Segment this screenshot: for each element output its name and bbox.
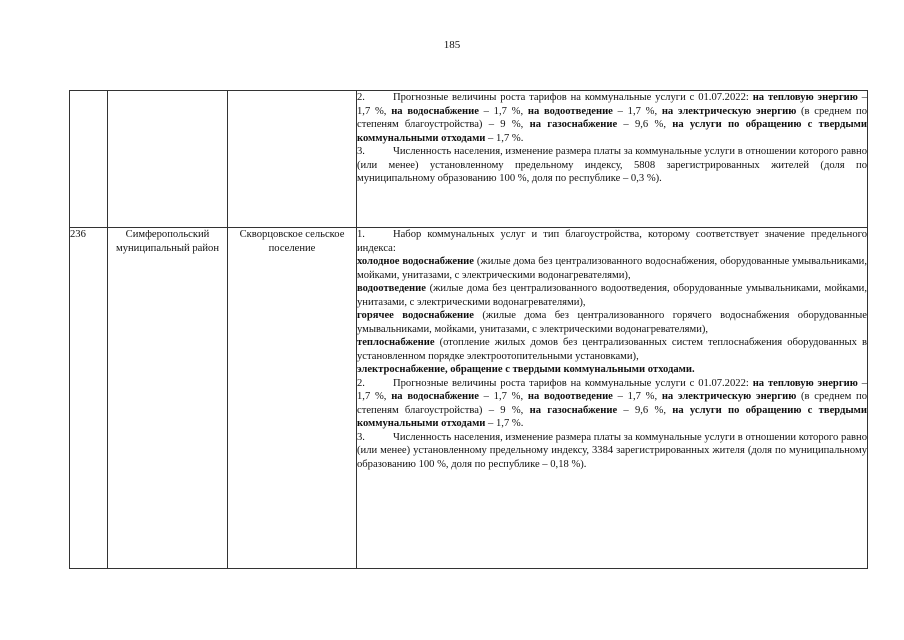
description-paragraph xyxy=(357,228,867,255)
text-run: на водоотведение xyxy=(527,105,613,117)
description-paragraph xyxy=(357,145,867,186)
text-run: (жилые дома без централизованного водоотведения, оборудованные умывальниками, мойками, унитазами, с электрическими водонагревателями), xyxy=(357,283,867,308)
settlement-name xyxy=(228,91,357,228)
text-run: 3. xyxy=(357,431,365,443)
text-run: на водоотведение xyxy=(527,391,613,402)
text-run: электроснабжение, обращение с твердыми коммунальными отходами. xyxy=(357,364,695,375)
text-run: на электрическую энергию xyxy=(661,391,797,402)
text-run: – 1,7 %, xyxy=(612,105,662,117)
text-run: – 1,7 %, xyxy=(357,377,867,402)
text-run: 2. xyxy=(357,377,365,389)
description-paragraph xyxy=(357,377,867,431)
text-run: 1. xyxy=(357,229,365,240)
text-run: 2. xyxy=(357,92,365,103)
description-paragraph xyxy=(357,282,867,309)
settlement-name: Скворцовское сельское поселение xyxy=(228,228,357,569)
text-run: – 1,7 %, xyxy=(478,391,528,402)
text-run: на услуги по обращению с твердыми коммунальными отходами xyxy=(357,119,867,144)
row-number xyxy=(70,91,108,228)
text-run: Численность населения, изменение размера платы за коммунальные услуги в отношении которого равно (или менее) установленному предельному индексу, 5808 зарегистрированных жителей (доля по муниципальному образованию 100 %, доля по республике – 0,3 %). xyxy=(357,146,867,184)
text-run: (жилые дома без централизованного водоснабжения, оборудованные умывальниками, мойками, унитазами, с электрическими водонагревателями), xyxy=(357,256,867,281)
text-run: холодное водоснабжение xyxy=(357,256,474,267)
text-run: – 9,6 %, xyxy=(617,404,673,416)
description-cell xyxy=(357,91,868,228)
table-row xyxy=(70,91,868,228)
text-run: на услуги по обращению с твердыми коммунальными отходами xyxy=(357,404,867,429)
text-run: 3. xyxy=(357,146,365,157)
text-run: на тепловую энергию xyxy=(752,377,858,389)
text-run: (жилые дома без централизованного горячего водоснабжения оборудованные умывальниками, мойками, унитазами, с электрическими водонагревателями), xyxy=(357,310,867,335)
description-paragraph xyxy=(357,336,867,363)
page-number: 185 xyxy=(443,39,461,51)
text-run: – 1,7 %. xyxy=(485,418,524,429)
text-run: на газоснабжение xyxy=(529,404,618,416)
text-run: Прогнозные величины роста тарифов на коммунальные услуги с 01.07.2022: xyxy=(392,377,753,389)
text-run: Прогнозные величины роста тарифов на коммунальные услуги с 01.07.2022: xyxy=(392,92,753,103)
municipality-table xyxy=(69,90,868,569)
text-run: (в среднем по степеням благоустройства) – 9 %, xyxy=(357,391,868,416)
text-run: на водоснабжение xyxy=(391,391,479,402)
text-run: (отопление жилых домов без централизованных систем теплоснабжения оборудованных в установленном порядке электроотопительными установками), xyxy=(357,337,867,362)
text-run: на тепловую энергию xyxy=(752,92,858,103)
description-paragraph xyxy=(357,91,867,145)
text-run: (в среднем по степеням благоустройства) – 9 %, xyxy=(357,105,868,130)
description-paragraph xyxy=(357,309,867,336)
text-run: теплоснабжение xyxy=(357,337,435,348)
text-run: водоотведение xyxy=(357,283,426,294)
text-run: на электрическую энергию xyxy=(661,105,797,117)
text-run: горячее водоснабжение xyxy=(357,310,474,321)
district-name: Симферопольский муниципальный район xyxy=(108,228,228,569)
text-run: – 1,7 %, xyxy=(357,92,867,117)
text-run: – 1,7 %, xyxy=(612,391,662,402)
description-cell xyxy=(357,228,868,569)
text-run: – 9,6 %, xyxy=(617,119,673,130)
row-number: 236 xyxy=(70,228,108,569)
description-paragraph xyxy=(357,255,867,282)
district-name xyxy=(108,91,228,228)
text-run: Набор коммунальных услуг и тип благоустройства, которому соответствует значение предельного индекса: xyxy=(357,229,867,254)
text-run: на газоснабжение xyxy=(529,119,618,130)
table-row xyxy=(70,228,868,569)
text-run: на водоснабжение xyxy=(391,105,479,117)
description-paragraph xyxy=(357,431,867,472)
description-paragraph xyxy=(357,363,867,377)
text-run: – 1,7 %. xyxy=(485,132,524,144)
text-run: – 1,7 %, xyxy=(478,105,528,117)
text-run: Численность населения, изменение размера платы за коммунальные услуги в отношении которого равно (или менее) установленному предельному индексу, 3384 зарегистрированных жителя (доля по муниципальному образованию 100 %, доля по республике – 0,18 %). xyxy=(357,431,867,470)
